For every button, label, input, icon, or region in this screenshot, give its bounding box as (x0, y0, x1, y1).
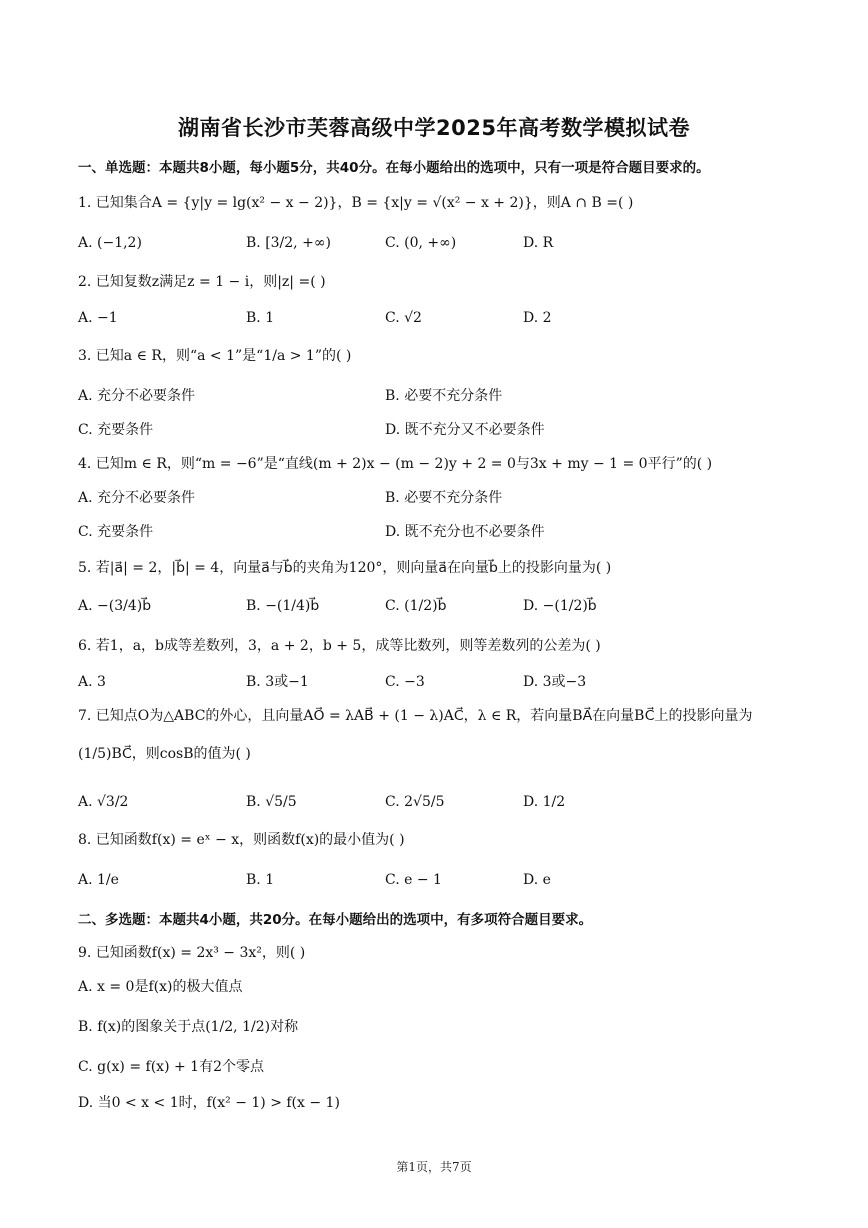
question-3-option-d[interactable]: D. 既不充分又不必要条件 (385, 422, 545, 438)
question-3-option-c[interactable]: C. 充要条件 (78, 422, 154, 438)
question-9-option-a[interactable]: A. x = 0是f(x)的极大值点 (78, 979, 243, 995)
question-3-option-b[interactable]: B. 必要不充分条件 (385, 388, 503, 404)
question-5-option-b[interactable]: B. −(1/4)b⃗ (246, 598, 320, 614)
question-4-option-d[interactable]: D. 既不充分也不必要条件 (385, 524, 545, 540)
question-7-option-c[interactable]: C. 2√5/5 (385, 794, 445, 810)
question-7-stem-line-2: (1/5)BC⃗，则cosB的值为( ) (78, 746, 251, 762)
question-2-option-d[interactable]: D. 2 (523, 310, 552, 326)
question-7-option-d[interactable]: D. 1/2 (523, 794, 566, 810)
question-2-option-c[interactable]: C. √2 (385, 310, 422, 326)
section-multi-choice-heading: 二、多选题：本题共4小题，共20分。在每小题给出的选项中，有多项符合题目要求。 (78, 912, 593, 928)
question-5-option-d[interactable]: D. −(1/2)b⃗ (523, 598, 597, 614)
question-5-stem: 5. 若|a⃗| = 2，|b⃗| = 4，向量a⃗与b⃗的夹角为120°，则向量a⃗在向量b⃗上的投影向量为( ) (78, 560, 612, 576)
question-8-stem: 8. 已知函数f(x) = eˣ − x，则函数f(x)的最小值为( ) (78, 832, 405, 848)
question-9-option-b[interactable]: B. f(x)的图象关于点(1/2, 1/2)对称 (78, 1019, 299, 1035)
question-2-stem: 2. 已知复数z满足z = 1 − i，则|z| =( ) (78, 274, 326, 290)
question-4-option-c[interactable]: C. 充要条件 (78, 524, 154, 540)
question-8-option-d[interactable]: D. e (523, 872, 551, 888)
question-1-stem: 1. 已知集合A = {y|y = lg(x² − x − 2)}，B = {x|y = √(x² − x + 2)}，则A ∩ B =( ) (78, 195, 634, 211)
question-5-option-a[interactable]: A. −(3/4)b⃗ (78, 598, 152, 614)
question-1-option-d[interactable]: D. R (523, 235, 554, 251)
question-1-option-b[interactable]: B. [3/2, +∞) (246, 235, 331, 251)
question-3-stem: 3. 已知a ∈ R，则“a < 1”是“1/a > 1”的( ) (78, 348, 352, 364)
question-5-option-c[interactable]: C. (1/2)b⃗ (385, 598, 447, 614)
question-9-option-d[interactable]: D. 当0 < x < 1时，f(x² − 1) > f(x − 1) (78, 1095, 340, 1111)
question-1-option-a[interactable]: A. (−1,2) (78, 235, 142, 251)
question-6-option-d[interactable]: D. 3或−3 (523, 674, 587, 690)
question-2-option-b[interactable]: B. 1 (246, 310, 275, 326)
question-9-option-c[interactable]: C. g(x) = f(x) + 1有2个零点 (78, 1059, 264, 1075)
question-4-option-b[interactable]: B. 必要不充分条件 (385, 490, 503, 506)
question-1-option-c[interactable]: C. (0, +∞) (385, 235, 457, 251)
section-single-choice-heading: 一、单选题：本题共8小题，每小题5分，共40分。在每小题给出的选项中，只有一项是符合题目要求的。 (78, 160, 710, 176)
question-2-option-a[interactable]: A. −1 (78, 310, 118, 326)
question-7-option-a[interactable]: A. √3/2 (78, 794, 129, 810)
question-8-option-c[interactable]: C. e − 1 (385, 872, 442, 888)
question-6-option-b[interactable]: B. 3或−1 (246, 674, 309, 690)
question-7-option-b[interactable]: B. √5/5 (246, 794, 297, 810)
question-9-stem: 9. 已知函数f(x) = 2x³ − 3x²，则( ) (78, 945, 306, 961)
question-4-option-a[interactable]: A. 充分不必要条件 (78, 490, 196, 506)
question-6-option-a[interactable]: A. 3 (78, 674, 106, 690)
question-6-option-c[interactable]: C. −3 (385, 674, 425, 690)
page-title: 湖南省长沙市芙蓉高级中学2025年高考数学模拟试卷 (178, 116, 690, 140)
question-6-stem: 6. 若1，a，b成等差数列，3，a + 2，b + 5，成等比数列，则等差数列的公差为( ) (78, 638, 601, 654)
question-7-stem-line-1: 7. 已知点O为△ABC的外心，且向量AO⃗ = λAB⃗ + (1 − λ)AC⃗，λ ∈ R，若向量BA⃗在向量BC⃗上的投影向量为 (78, 708, 753, 724)
question-3-option-a[interactable]: A. 充分不必要条件 (78, 388, 196, 404)
question-8-option-a[interactable]: A. 1/e (78, 872, 119, 888)
page-number-footer: 第1页，共7页 (396, 1160, 472, 1174)
question-8-option-b[interactable]: B. 1 (246, 872, 275, 888)
question-4-stem: 4. 已知m ∈ R，则“m = −6”是“直线(m + 2)x − (m − 2)y + 2 = 0与3x + my − 1 = 0平行”的( ) (78, 456, 713, 472)
